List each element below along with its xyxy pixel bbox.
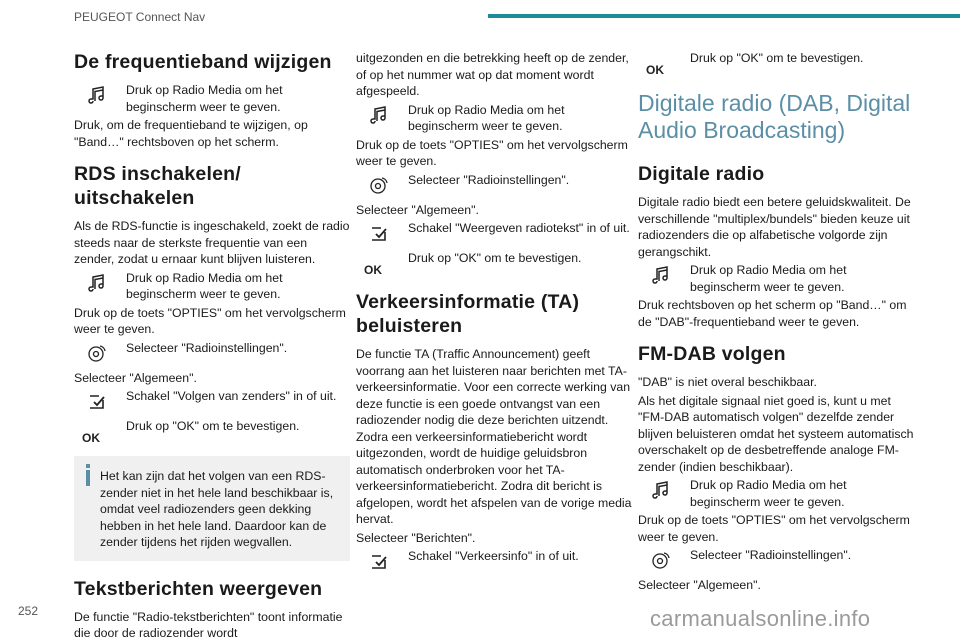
- step-radio-settings: [74, 340, 350, 368]
- step-text: Druk op Radio Media om het beginscherm weer te geven.: [126, 83, 283, 114]
- paragraph: Selecteer "Algemeen".: [638, 578, 761, 592]
- paragraph: Selecteer "Algemeen".: [356, 202, 479, 217]
- step-radio-media: [74, 82, 350, 115]
- step-radio-media: [638, 477, 914, 510]
- header-accent-bar: [488, 14, 960, 18]
- step-text: Selecteer "Radioinstellingen".: [126, 340, 288, 355]
- music-note-icon: [650, 264, 672, 286]
- heading-digital-radio: Digitale radio: [638, 163, 765, 185]
- music-note-icon: [86, 84, 108, 106]
- step-ok: [638, 50, 914, 78]
- step-text: Druk op Radio Media om het beginscherm weer te geven.: [690, 478, 847, 509]
- step-text: Druk op "OK" om te bevestigen.: [690, 51, 864, 65]
- radio-settings-icon: [86, 342, 108, 364]
- ok-icon: OK: [364, 263, 382, 277]
- step-text: Schakel "Verkeersinfo" in of uit.: [408, 549, 579, 563]
- step-toggle: [356, 548, 632, 576]
- step-text: Druk op Radio Media om het beginscherm weer te geven.: [408, 102, 565, 133]
- chapter-title-dab: Digitale radio (DAB, Digital Audio Broadcasting): [638, 90, 911, 143]
- paragraph: uitgezonden en die betrekking heeft op de zender, of op het nummer wat op dat moment wordt afgespeeld.: [356, 51, 629, 98]
- paragraph: Druk op de toets "OPTIES" om het vervolgscherm weer te geven.: [74, 305, 346, 336]
- paragraph: Druk rechtsboven op het scherm op "Band…" om de "DAB"-frequentieband weer te geven.: [638, 298, 907, 329]
- paragraph: De functie "Radio-tekstberichten" toont informatie die door de radiozender wordt: [74, 609, 343, 640]
- info-icon: [86, 470, 90, 486]
- column-1: [74, 50, 350, 644]
- paragraph: Als de RDS-functie is ingeschakeld, zoekt de radio steeds naar de sterkste frequentie van een zender, zodat u ernaar kunt blijven luisteren.: [74, 219, 350, 266]
- page-header: [0, 0, 960, 40]
- page-number: 252: [18, 604, 39, 618]
- toggle-check-icon: [368, 222, 390, 244]
- step-radio-settings: [356, 172, 632, 200]
- paragraph: Druk op de toets "OPTIES" om het vervolgscherm weer te geven.: [638, 513, 910, 544]
- heading-traffic-info: Verkeersinformatie (TA) beluisteren: [356, 291, 580, 337]
- step-radio-media: [356, 102, 632, 135]
- toggle-check-icon: [368, 550, 390, 572]
- step-text: Druk op Radio Media om het beginscherm weer te geven.: [690, 263, 847, 294]
- step-radio-media: [638, 262, 914, 295]
- paragraph: Selecteer "Algemeen".: [74, 370, 197, 385]
- paragraph: Druk, om de frequentieband te wijzigen, op "Band…" rechtsboven op het scherm.: [74, 118, 308, 149]
- step-ok: [356, 250, 632, 278]
- paragraph: Als het digitale signaal niet goed is, kunt u met "FM-DAB automatisch volgen" dezelfde zender blijven beluisteren omdat het systeem automatisch overschakelt op de desbetreffende analoge FM-zender (indien beschikbaar).: [638, 393, 914, 474]
- toggle-check-icon: [86, 390, 108, 412]
- step-toggle: [74, 388, 350, 416]
- paragraph: Selecteer "Berichten".: [356, 530, 476, 545]
- step-text: Schakel "Weergeven radiotekst" in of uit.: [408, 221, 630, 235]
- ok-icon: OK: [646, 63, 664, 77]
- radio-settings-icon: [368, 174, 390, 196]
- paragraph: "DAB" is niet overal beschikbaar.: [638, 375, 817, 389]
- info-box: [74, 456, 350, 561]
- column-3: [638, 50, 914, 596]
- paragraph: Digitale radio biedt een betere geluidskwaliteit. De verschillende "multiplex/bundels" bieden keuze uit radiozenders die op alfabetische volgorde zijn gerangschikt.: [638, 195, 911, 259]
- step-radio-settings: [638, 547, 914, 575]
- step-radio-media: [74, 270, 350, 303]
- step-ok: [74, 418, 350, 446]
- heading-rds: RDS inschakelen/ uitschakelen: [74, 163, 241, 209]
- info-text: Het kan zijn dat het volgen van een RDS-zender niet in het hele land beschikbaar is, omdat veel radiozenders geen dekking hebben in het hele land. Daardoor kan de zender tijdens het rijden wegvallen.: [100, 469, 334, 549]
- paragraph: De functie TA (Traffic Announcement) geeft voorrang aan het luisteren naar berichten met TA-verkeersinformatie. Voor een correcte werking van deze functie is een goede ontvangst van een radiozender nodig die deze berichten uitzendt. Zodra een verkeersinformatiebericht wordt uitgezonden, wordt de huidige geluidsbron automatisch onderbroken voor het TA-verkeersinformatiebericht. Zodra dit bericht is afgelopen, wordt het afspelen van de vorige media hervat.: [356, 347, 632, 526]
- heading-frequency-band: De frequentieband wijzigen: [74, 51, 332, 73]
- header-title: PEUGEOT Connect Nav: [74, 10, 206, 24]
- radio-settings-icon: [650, 549, 672, 571]
- music-note-icon: [86, 272, 108, 294]
- watermark: carmanualsonline.info: [650, 606, 871, 631]
- music-note-icon: [650, 479, 672, 501]
- step-text: Druk op Radio Media om het beginscherm weer te geven.: [126, 270, 283, 301]
- step-text: Selecteer "Radioinstellingen".: [408, 172, 570, 187]
- heading-text-messages: Tekstberichten weergeven: [74, 577, 323, 600]
- step-text: Druk op "OK" om te bevestigen.: [408, 251, 582, 265]
- step-text: Selecteer "Radioinstellingen".: [690, 548, 852, 562]
- heading-fm-dab: FM-DAB volgen: [638, 343, 786, 365]
- step-text: Schakel "Volgen van zenders" in of uit.: [126, 389, 337, 403]
- step-toggle: [356, 220, 632, 248]
- column-2: [356, 50, 632, 578]
- step-text: Druk op "OK" om te bevestigen.: [126, 419, 300, 433]
- ok-icon: OK: [82, 431, 100, 445]
- paragraph: Druk op de toets "OPTIES" om het vervolgscherm weer te geven.: [356, 137, 628, 168]
- music-note-icon: [368, 104, 390, 126]
